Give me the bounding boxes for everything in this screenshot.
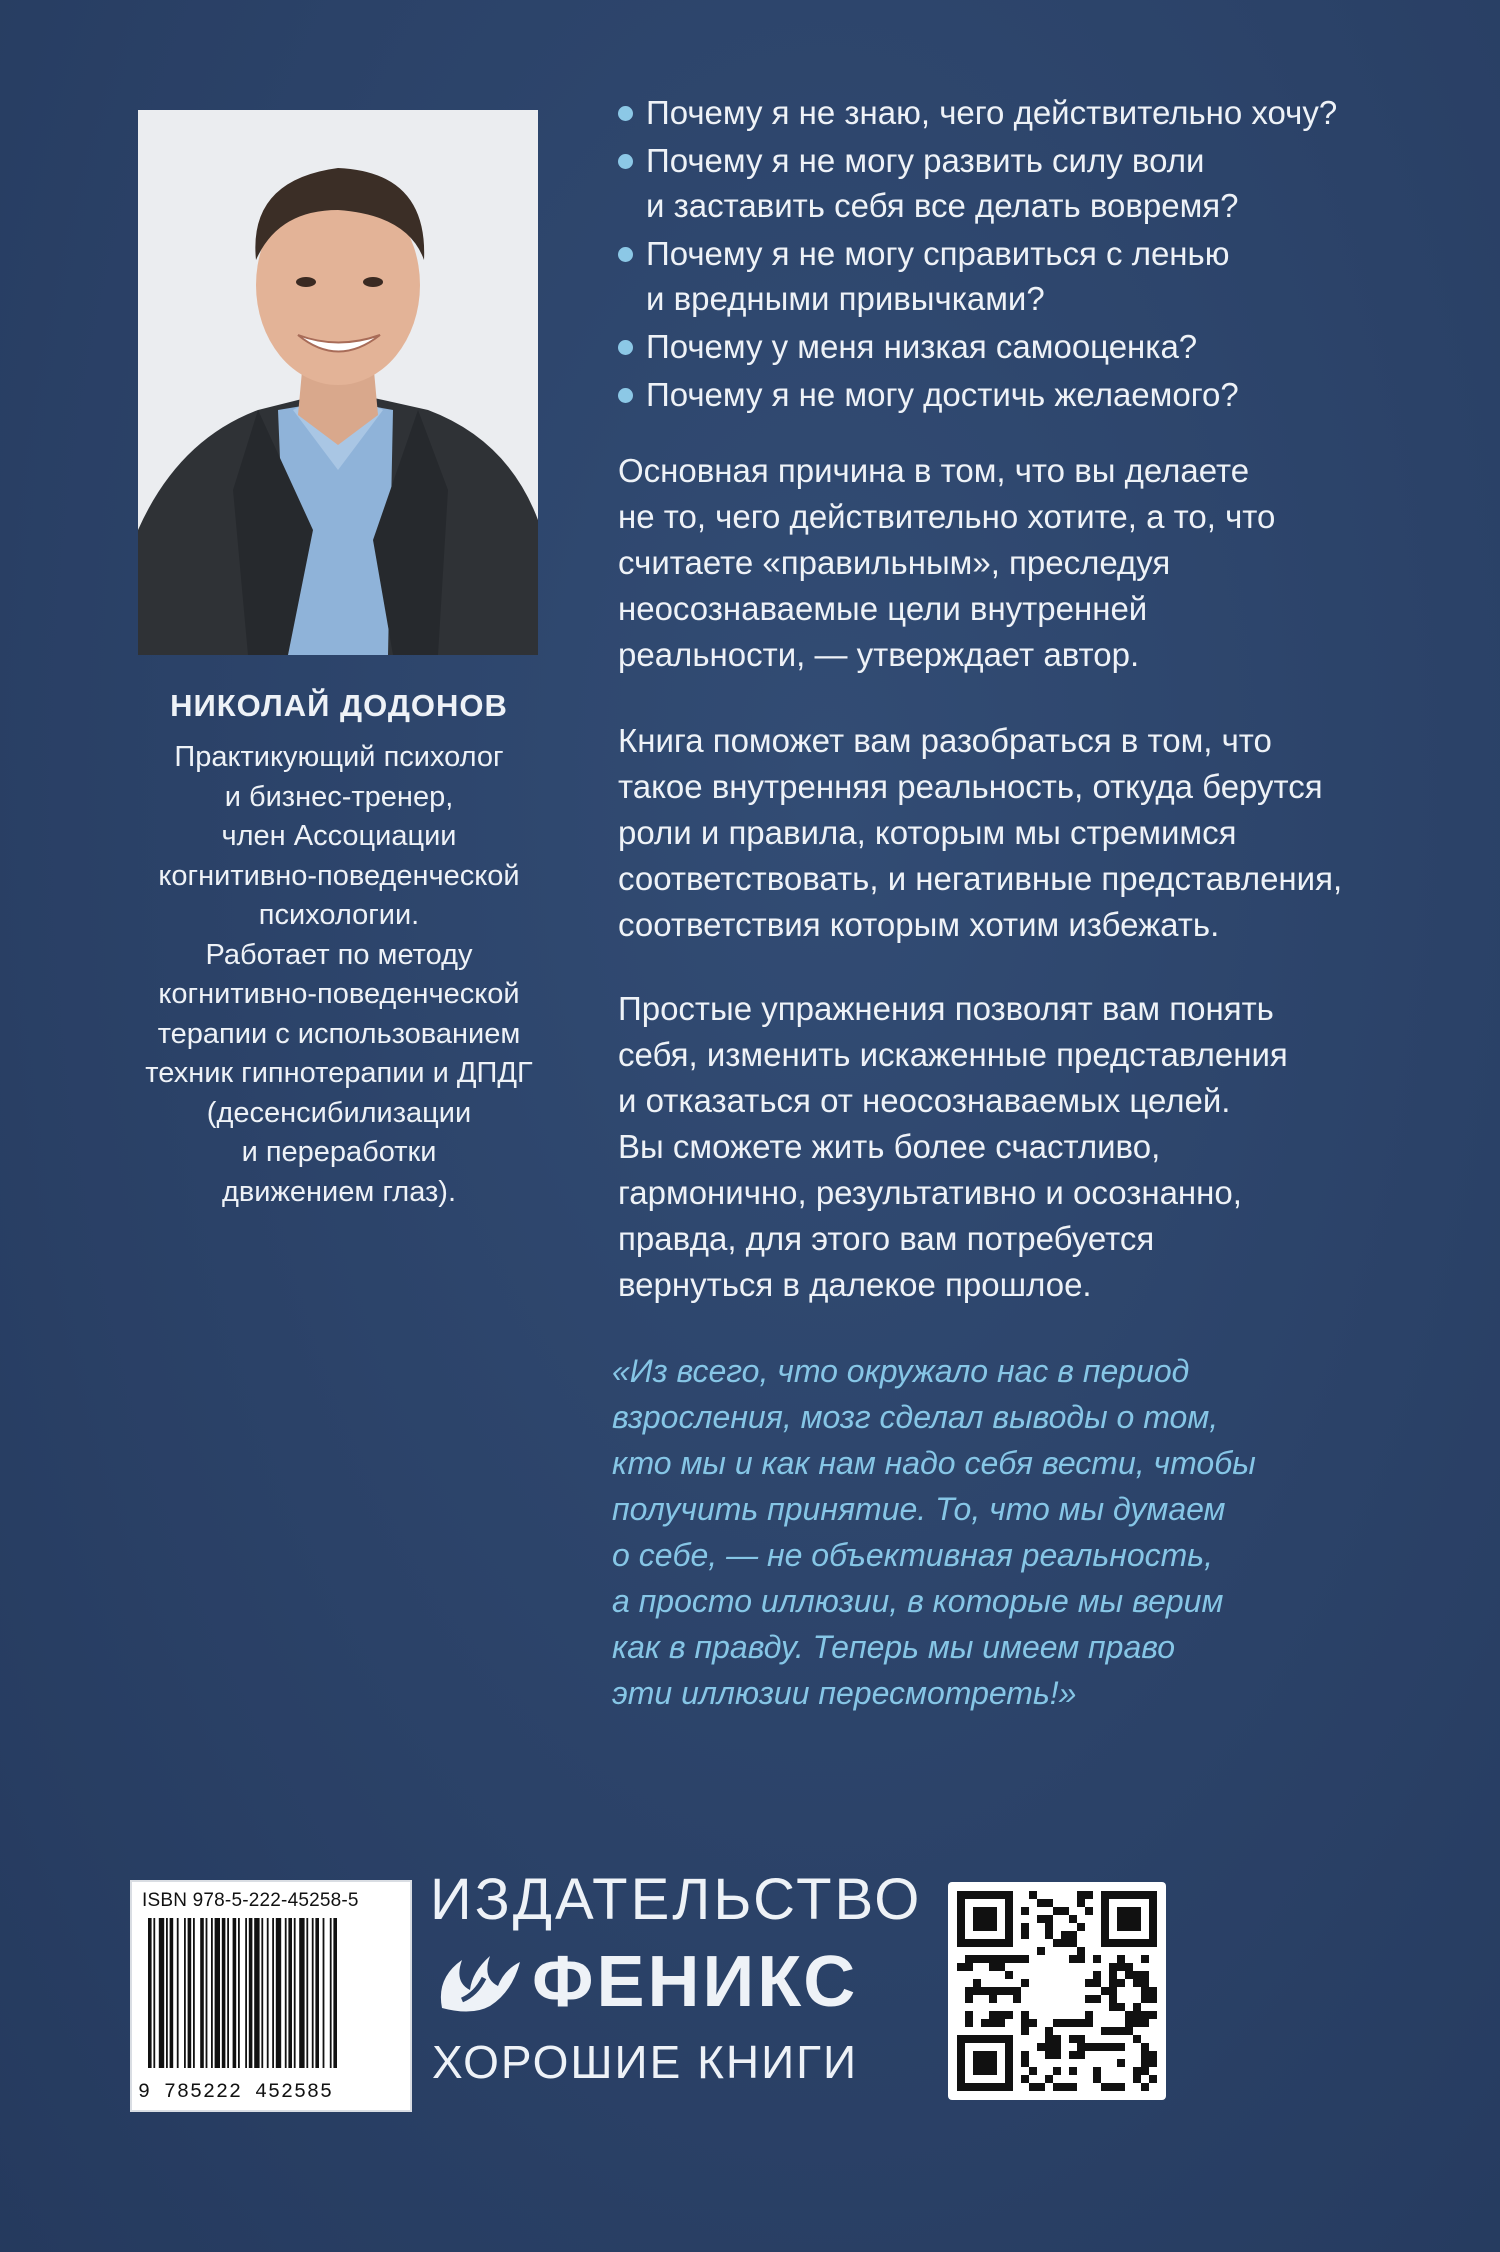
bullet-dot-icon	[618, 106, 633, 121]
publisher-tagline: ХОРОШИЕ КНИГИ	[432, 2036, 859, 2088]
author-block	[110, 688, 568, 1212]
paragraph-book-helps: Книга поможет вам разобраться в том, что такое внутренняя реальность, откуда берутся роли и правила, которым мы стремимся соответствовать, и негативные представления, соответствия которым хотим избежать.	[618, 722, 1343, 943]
qr-code-icon	[957, 1891, 1157, 2091]
list-item: Почему я не могу достичь желаемого?	[618, 372, 1418, 417]
bullet-dot-icon	[618, 247, 633, 262]
author-bio: Практикующий психолог и бизнес-тренер, член Ассоциации когнитивно-поведенческой психологии. Работает по методу когнитивно-поведенческой терапии с использованием техник гипнотерапии и ДПДГ (десенсибилизации и переработки движением глаз).	[145, 741, 533, 1208]
bullet-dot-icon	[618, 388, 633, 403]
author-quote: «Из всего, что окружало нас в период взросления, мозг сделал выводы о том, кто мы и как нам надо себя вести, чтобы получить принятие. То, что мы думаем о себе, — не объективная реальность, а просто иллюзии, в которые мы верим как в правду. Теперь мы имеем право эти иллюзии пересмотреть!»	[612, 1353, 1256, 1711]
publisher-block	[430, 1868, 930, 2088]
isbn-barcode	[130, 1880, 412, 2112]
barcode-digits: 9 785222 452585	[138, 2081, 334, 2104]
publisher-brand-row	[430, 1942, 930, 2022]
author-photo	[138, 110, 538, 655]
paragraph-main-reason: Основная причина в том, что вы делаете не то, чего действительно хотите, а то, что считаете «правильным», преследуя неосознаваемые цели внутренней реальности, — утверждает автор.	[618, 452, 1276, 673]
bullet-dot-icon	[618, 340, 633, 355]
barcode-bars-icon	[148, 1918, 398, 2068]
bullet-dot-icon	[618, 154, 633, 169]
author-name: НИКОЛАЙ ДОДОНОВ	[170, 688, 508, 723]
list-item: Почему у меня низкая самооценка?	[618, 324, 1418, 369]
list-item: Почему я не могу справиться с ленью и вредными привычками?	[618, 231, 1418, 321]
publisher-brand: ФЕНИКС	[532, 1942, 859, 2022]
phoenix-logo-icon	[432, 1948, 524, 2018]
qr-code[interactable]	[948, 1882, 1166, 2100]
isbn-label: ISBN 978-5-222-45258-5	[142, 1890, 359, 1911]
paragraph-exercises: Простые упражнения позволят вам понять себя, изменить искаженные представления и отказаться от неосознаваемых целей. Вы сможете жить более счастливо, гармонично, результативно и осознанно, правда, для этого вам потребуется вернуться в далекое прошлое.	[618, 990, 1288, 1303]
questions-block	[618, 90, 1418, 420]
list-item: Почему я не знаю, чего действительно хочу?	[618, 90, 1418, 135]
list-item: Почему я не могу развить силу воли и заставить себя все делать вовремя?	[618, 138, 1418, 228]
publisher-label: ИЗДАТЕЛЬСТВО	[430, 1867, 923, 1932]
question-list	[618, 90, 1418, 417]
